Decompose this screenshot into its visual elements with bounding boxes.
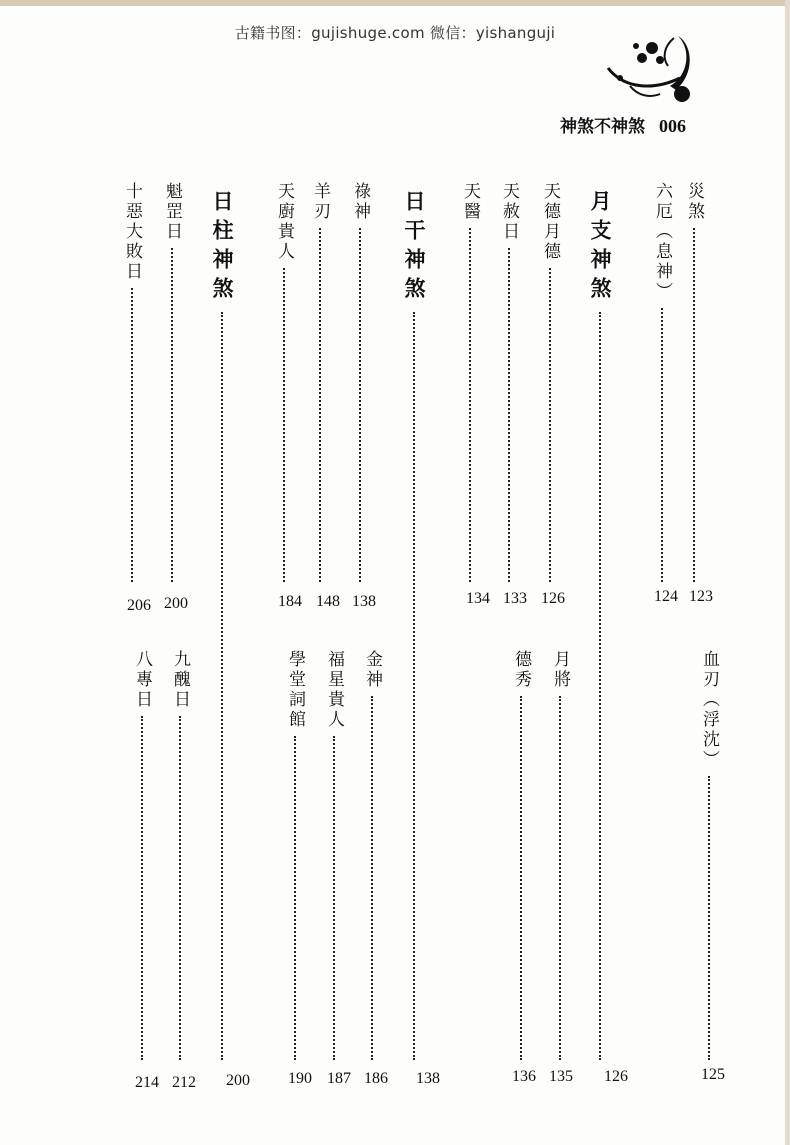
toc-entry[interactable] [697, 650, 721, 1060]
section-heading-label: 日干神煞 [402, 190, 426, 306]
toc-entry[interactable] [650, 182, 674, 582]
page-number: 200 [164, 595, 188, 612]
page-number: 200 [226, 1072, 250, 1089]
leader-dots [171, 248, 173, 582]
leader-dots [141, 716, 143, 1060]
entry-label: 學堂詞館 [285, 650, 305, 730]
toc-entry[interactable] [308, 182, 332, 582]
toc-entry[interactable] [160, 182, 184, 582]
section-heading-label: 月支神煞 [588, 190, 612, 306]
leader-dots [294, 736, 296, 1060]
entry-label: 天醫 [460, 182, 480, 222]
page-number: 138 [352, 593, 376, 610]
page-number: 206 [127, 597, 151, 614]
toc-entry[interactable] [682, 182, 706, 582]
leader-dots [179, 716, 181, 1060]
section-heading-label: 日柱神煞 [210, 190, 234, 306]
leader-dots [221, 312, 223, 1060]
page-number: 125 [701, 1066, 725, 1083]
leader-dots [693, 228, 695, 582]
entry-label: 福星貴人 [324, 650, 344, 730]
entry-label: 天廚貴人 [274, 182, 294, 262]
running-header [560, 112, 686, 137]
entry-label: 六厄（息神） [652, 182, 672, 302]
toc-section-heading[interactable] [210, 190, 234, 1060]
page-number: 138 [416, 1070, 440, 1087]
leader-dots [708, 776, 710, 1060]
entry-label: 金神 [362, 650, 382, 690]
toc-entry[interactable] [458, 182, 482, 582]
toc-entry[interactable] [497, 182, 521, 582]
entry-label: 月將 [550, 650, 570, 690]
leader-dots [559, 696, 561, 1060]
page-number: 148 [316, 593, 340, 610]
entry-label: 血刃（浮沈） [699, 650, 719, 770]
leader-dots [283, 268, 285, 582]
leader-dots [661, 308, 663, 582]
page-number: 187 [327, 1070, 351, 1087]
leader-dots [359, 228, 361, 582]
toc-section-heading[interactable] [402, 190, 426, 1060]
leader-dots [469, 228, 471, 582]
leader-dots [333, 736, 335, 1060]
toc-entry[interactable] [509, 650, 533, 1060]
toc-entry[interactable] [130, 650, 154, 1060]
page-number: 123 [689, 588, 713, 605]
page-number: 190 [288, 1070, 312, 1087]
entry-label: 天赦日 [499, 182, 519, 242]
toc-entry[interactable] [120, 182, 144, 582]
leader-dots [413, 312, 415, 1060]
header-page-number: 006 [659, 116, 686, 136]
toc-entry[interactable] [360, 650, 384, 1060]
entry-label: 災煞 [684, 182, 704, 222]
toc-entry[interactable] [322, 650, 346, 1060]
entry-label: 八專日 [132, 650, 152, 710]
page-number: 134 [466, 590, 490, 607]
leader-dots [599, 312, 601, 1060]
toc-entry[interactable] [548, 650, 572, 1060]
entry-label: 天德月德 [540, 182, 560, 262]
toc-entry[interactable] [348, 182, 372, 582]
page-number: 135 [549, 1068, 573, 1085]
header-title: 神煞不神煞 [560, 117, 645, 137]
page-number: 124 [654, 588, 678, 605]
toc-entry[interactable] [272, 182, 296, 582]
leader-dots [520, 696, 522, 1060]
page-number: 184 [278, 593, 302, 610]
toc-entry[interactable] [168, 650, 192, 1060]
entry-label: 德秀 [511, 650, 531, 690]
page-number: 136 [512, 1068, 536, 1085]
floral-ornament-icon [600, 28, 700, 108]
leader-dots [371, 696, 373, 1060]
page-number: 212 [172, 1074, 196, 1091]
page-number: 126 [541, 590, 565, 607]
page-number: 214 [135, 1074, 159, 1091]
entry-label: 羊刃 [310, 182, 330, 222]
entry-label: 十惡大敗日 [122, 182, 142, 282]
toc-entry[interactable] [283, 650, 307, 1060]
page-right-edge [785, 0, 790, 1145]
entry-label: 九醜日 [170, 650, 190, 710]
leader-dots [131, 288, 133, 582]
leader-dots [319, 228, 321, 582]
page-number: 133 [503, 590, 527, 607]
toc-section-heading[interactable] [588, 190, 612, 1060]
entry-label: 祿神 [350, 182, 370, 222]
leader-dots [549, 268, 551, 582]
page-number: 186 [364, 1070, 388, 1087]
toc-entry[interactable] [538, 182, 562, 582]
page-top-edge [0, 0, 790, 6]
entry-label: 魁罡日 [162, 182, 182, 242]
leader-dots [508, 248, 510, 582]
page-number: 126 [604, 1068, 628, 1085]
watermark-text: 古籍书图：gujishuge.com 微信：yishanguji [234, 24, 556, 42]
